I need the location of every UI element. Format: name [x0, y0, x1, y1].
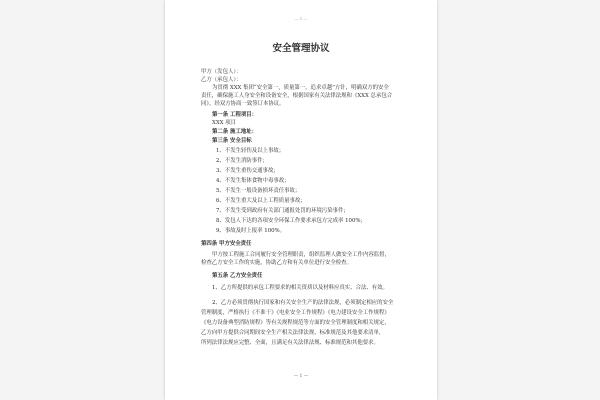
safety-goal-item: 7、不发生受到政府有关部门通报处罚的环境污染事件；	[216, 208, 349, 214]
page-header: — 1 —	[294, 16, 308, 21]
safety-goal-item: 3、不发生重伤交通事故；	[216, 168, 279, 174]
article4-heading: 第四条 甲方安全责任	[201, 241, 252, 247]
safety-goal-item: 9、事故及时上报率 100%。	[216, 228, 286, 234]
intro-line: 同》，经双方协商一致签订本协议。	[201, 101, 285, 107]
article5-line: 管理制度，严格执行《不准干》《电业安全工作规程》《电力建设安全工作规程》	[201, 310, 390, 316]
safety-goal-item: 2、不发生消防事件；	[216, 158, 268, 164]
document-page	[165, 0, 437, 400]
article4-text-line: 甲方按工程施工合同履行安全管理职责，组织监理人做安全工作内容监督，	[212, 252, 390, 258]
safety-goal-item: 6、不发生重大及以上工程质量事故；	[216, 198, 306, 204]
safety-goal-item: 5、不发生一般设备损坏责任事故；	[216, 188, 301, 194]
article1-value: XXX 项目	[212, 120, 237, 126]
safety-goal-item: 4、不发生集体食物中毒事故；	[216, 178, 290, 184]
safety-goal-item: 1、不发生轻伤及以上事故；	[216, 148, 285, 154]
article5-heading: 第五条 乙方安全责任	[212, 273, 263, 279]
article5-line: 《电力设备典型消防规程》等有关规程规范等方面的安全管理制度和相关规定，	[201, 320, 390, 326]
article5-line: 1、乙方所提供的承包工程要求的相关资质以及材料应真实、合法、有效。	[212, 285, 388, 291]
safety-goal-item: 8、发包人下达的各项安全环保工作要求承包方完成率 100%；	[216, 218, 366, 224]
intro-line: 为贯彻 XXX 集团“安全第一，质量第一，追求卓越”方针，明确双方的安全	[212, 85, 389, 91]
party-a-line: 甲方（发包人）：	[201, 69, 242, 75]
intro-line: 责任，确保施工人身安全和设备安全，根据国家有关法律法规和《XXX 总承包合	[201, 93, 393, 99]
article5-line: 乙方向甲方提供合同期间安全生产相关法律法规、标准规范及其他要求清单，	[201, 330, 385, 336]
article4-text-line: 检查乙方安全工作的实施，协助乙方和有关单位进行安全检查。	[201, 260, 352, 266]
article5-line: 2、乙方必须贯彻执行国家和有关安全生产的法律法规，必须制定相应的安全	[212, 300, 394, 306]
article3-heading: 第三条 安全目标	[212, 138, 252, 144]
page-title: 安全管理协议	[272, 43, 330, 54]
article1-heading: 第一条 工程项目：	[212, 112, 258, 118]
party-b-line: 乙方（承包人）：	[201, 77, 242, 83]
article2-heading: 第二条 施工地址：	[212, 129, 258, 135]
article5-line: 所列法律法规应完整、全面，且满足有关法律法规、标准规范和其他要求。	[201, 340, 379, 346]
page-number: — 1 —	[293, 374, 309, 379]
